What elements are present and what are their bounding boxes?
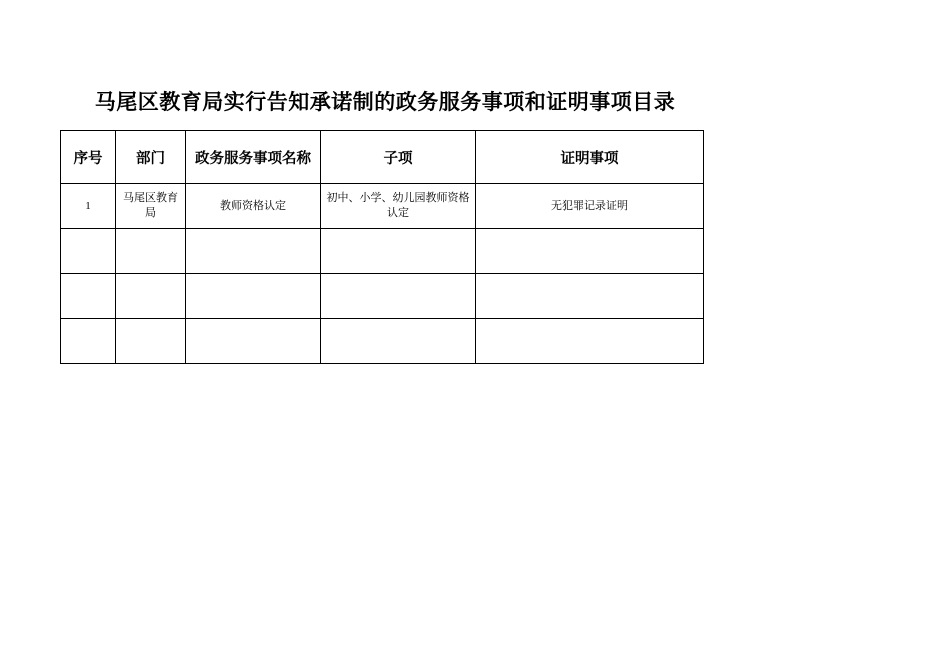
cell-sub: 初中、小学、幼儿园教师资格认定	[321, 184, 476, 229]
column-header-sub: 子项	[321, 131, 476, 184]
column-header-dept: 部门	[116, 131, 186, 184]
cell-seq	[61, 229, 116, 274]
cell-seq: 1	[61, 184, 116, 229]
cell-dept	[116, 229, 186, 274]
table-row	[61, 274, 704, 319]
cell-proof	[476, 319, 704, 364]
cell-proof	[476, 274, 704, 319]
table-row	[61, 184, 704, 229]
cell-dept	[116, 274, 186, 319]
cell-item: 教师资格认定	[186, 184, 321, 229]
column-header-seq: 序号	[61, 131, 116, 184]
cell-seq	[61, 319, 116, 364]
cell-item	[186, 274, 321, 319]
cell-dept: 马尾区教育局	[116, 184, 186, 229]
cell-seq	[61, 274, 116, 319]
table-header-row	[61, 131, 704, 184]
column-header-proof: 证明事项	[476, 131, 704, 184]
cell-sub	[321, 229, 476, 274]
cell-item	[186, 229, 321, 274]
cell-dept	[116, 319, 186, 364]
services-table	[60, 130, 704, 364]
cell-proof: 无犯罪记录证明	[476, 184, 704, 229]
page-title: 马尾区教育局实行告知承诺制的政务服务事项和证明事项目录	[94, 90, 676, 114]
table-row	[61, 319, 704, 364]
table-row	[61, 229, 704, 274]
cell-sub	[321, 274, 476, 319]
cell-item	[186, 319, 321, 364]
cell-proof	[476, 229, 704, 274]
cell-sub	[321, 319, 476, 364]
column-header-item: 政务服务事项名称	[186, 131, 321, 184]
